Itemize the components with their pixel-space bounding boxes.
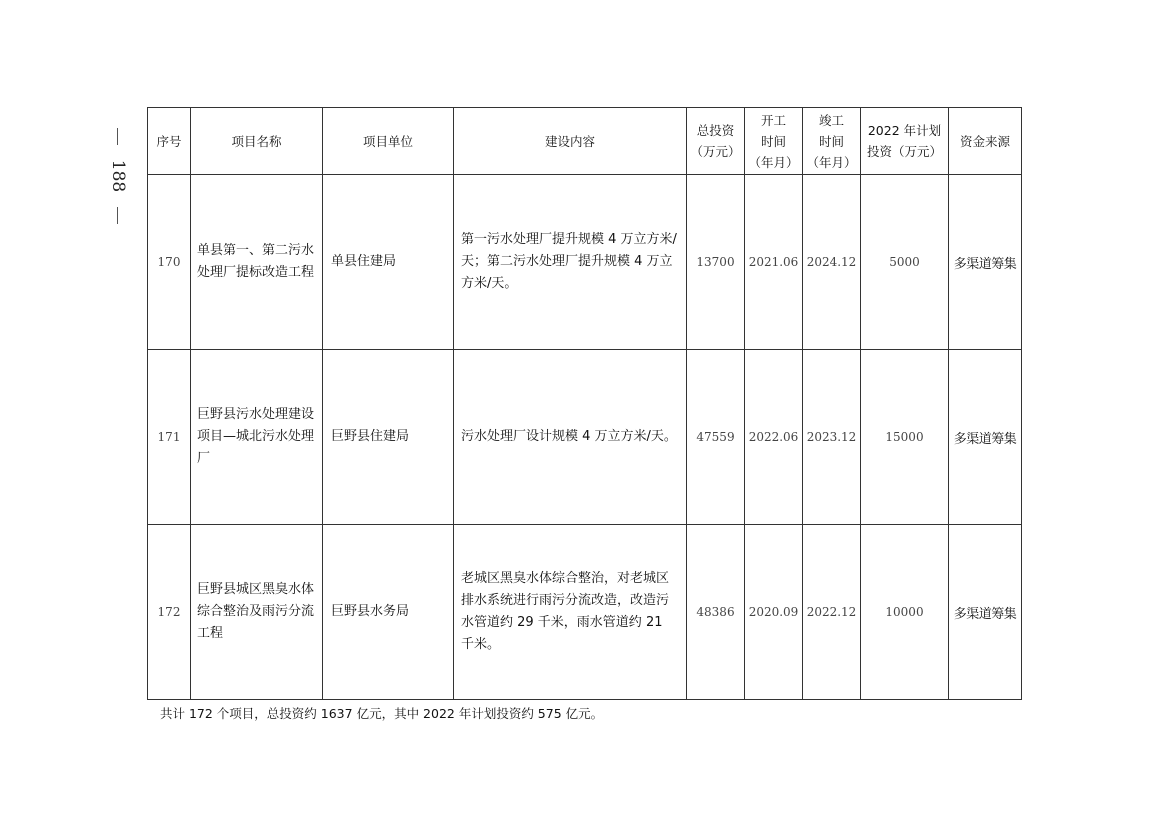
header-end-line3: （年月） [806,154,857,170]
header-end [803,108,861,175]
header-source: 资金来源 [949,108,1022,175]
project-table [147,107,1022,700]
header-unit: 项目单位 [323,108,454,175]
cell-source: 多渠道筹集 [949,350,1022,525]
cell-unit: 巨野县住建局 [323,350,454,525]
table-footnote: 共计 172 个项目，总投资约 1637 亿元，其中 2022 年计划投资约 575 亿元。 [160,706,604,721]
cell-start: 2020.09 [745,525,803,700]
cell-end: 2022.12 [803,525,861,700]
header-total-line1: 总投资 [696,123,735,138]
header-start-line1: 开工 [760,112,786,128]
cell-plan: 10000 [861,525,949,700]
cell-plan: 15000 [861,350,949,525]
cell-unit: 巨野县水务局 [323,525,454,700]
header-start-line2: 时间 [760,133,786,149]
header-end-line2: 时间 [818,133,844,149]
table-row [148,175,1022,350]
cell-name: 单县第一、第二污水处理厂提标改造工程 [191,175,323,350]
cell-start: 2021.06 [745,175,803,350]
header-content: 建设内容 [454,108,687,175]
header-plan [861,108,949,175]
cell-start: 2022.06 [745,350,803,525]
page-number-dash-bottom [117,207,118,224]
header-seq: 序号 [148,108,191,175]
header-start [745,108,803,175]
cell-name: 巨野县污水处理建设项目—城北污水处理厂 [191,350,323,525]
table-row [148,350,1022,525]
header-total [687,108,745,175]
cell-source: 多渠道筹集 [949,175,1022,350]
cell-end: 2024.12 [803,175,861,350]
page-number-text: 188 [108,159,128,193]
header-plan-line1: 2022 年计划 [867,123,942,138]
table-row [148,525,1022,700]
cell-seq: 171 [148,350,191,525]
table-header-row [148,108,1022,175]
cell-total: 47559 [687,350,745,525]
cell-end: 2023.12 [803,350,861,525]
cell-plan: 5000 [861,175,949,350]
page-number [100,128,136,224]
cell-content: 污水处理厂设计规模 4 万立方米/天。 [454,350,687,525]
header-name: 项目名称 [191,108,323,175]
cell-total: 13700 [687,175,745,350]
cell-content: 第一污水处理厂提升规模 4 万立方米/天；第二污水处理厂提升规模 4 万立方米/天。 [454,175,687,350]
cell-unit: 单县住建局 [323,175,454,350]
page-number-dash-top [117,128,118,145]
cell-name: 巨野县城区黑臭水体综合整治及雨污分流工程 [191,525,323,700]
header-end-line1: 竣工 [818,112,844,128]
cell-seq: 172 [148,525,191,700]
header-total-line2: （万元） [690,144,741,159]
cell-content: 老城区黑臭水体综合整治，对老城区排水系统进行雨污分流改造，改造污水管道约 29 千米，雨水管道约 21 千米。 [454,525,687,700]
cell-seq: 170 [148,175,191,350]
header-start-line3: （年月） [748,154,799,170]
header-plan-line2: 投资（万元） [866,144,942,159]
cell-total: 48386 [687,525,745,700]
cell-source: 多渠道筹集 [949,525,1022,700]
